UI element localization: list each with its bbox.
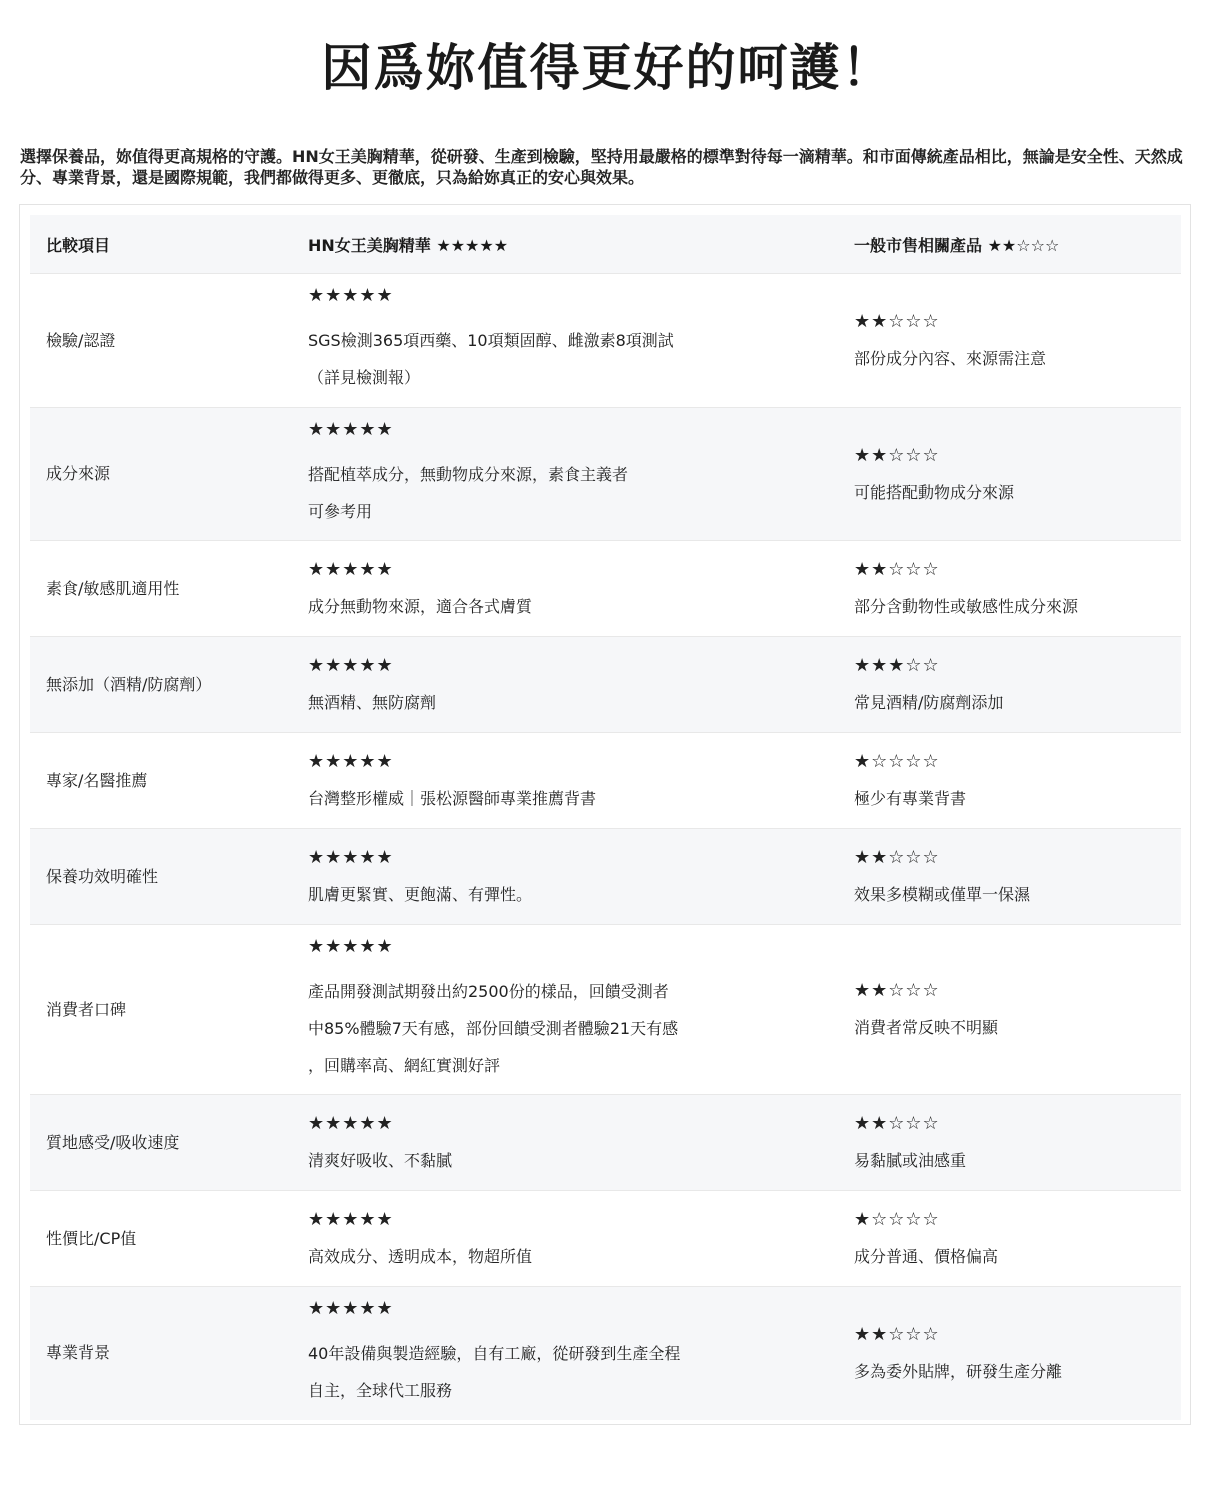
table-body <box>30 274 1181 1420</box>
hn-product-cell <box>292 1191 838 1287</box>
rating-description: 可能搭配動物成分來源 <box>854 482 1015 502</box>
table-row <box>30 829 1181 925</box>
rating-description: 極少有專業背書 <box>854 789 967 808</box>
star-rating: ★★★★★ <box>308 285 394 306</box>
other-product-cell <box>838 637 1181 733</box>
hn-product-cell <box>292 541 838 637</box>
hn-product-cell <box>292 1095 838 1191</box>
hn-product-cell <box>292 1287 838 1420</box>
item-text: 檢驗/認證 <box>46 330 116 350</box>
item-text: 無添加（酒精/防腐劑） <box>46 674 212 694</box>
row-item-label <box>30 274 292 408</box>
star-rating: ★★☆☆☆ <box>854 559 940 580</box>
star-rating: ★☆☆☆☆ <box>854 751 940 772</box>
row-item-label <box>30 1191 292 1287</box>
other-product-cell <box>838 829 1181 925</box>
table-row <box>30 1191 1181 1287</box>
star-rating: ★★☆☆☆ <box>854 980 940 1001</box>
star-rating: ★★★☆☆ <box>854 655 940 676</box>
rating-description: 清爽好吸收、不黏膩 <box>308 1151 453 1170</box>
other-product-cell <box>838 408 1181 541</box>
rating-description: 常見酒精/防腐劑添加 <box>854 693 1004 712</box>
header-hn-product: HN女王美胸精華 ★★★★★ <box>292 215 838 274</box>
row-item-label <box>30 1287 292 1420</box>
item-text: 專業背景 <box>46 1343 111 1363</box>
row-item-label <box>30 637 292 733</box>
row-item-label <box>30 925 292 1095</box>
table-row <box>30 637 1181 733</box>
rating-description: 易黏膩或油感重 <box>854 1151 967 1170</box>
page-title: 因爲妳值得更好的呵護！ <box>321 39 894 97</box>
item-text: 消費者口碑 <box>46 999 127 1019</box>
star-rating: ★★★★★ <box>308 418 394 440</box>
star-rating: ★★★★★ <box>308 655 394 676</box>
row-item-label <box>30 408 292 541</box>
rating-description: 成分無動物來源，適合各式膚質 <box>308 597 533 616</box>
rating-description: 多為委外貼牌，研發生產分離 <box>854 1361 1063 1381</box>
row-item-label <box>30 733 292 829</box>
star-rating: ★★★★★ <box>308 935 394 957</box>
other-product-cell <box>838 274 1181 408</box>
rating-description: 產品開發測試期發出約2500份的樣品，回饋受測者 中85%體驗7天有感，部份回饋受測者體驗21天有感 ，回購率高、網紅實測好評 <box>308 981 679 1075</box>
rating-description: 消費者常反映不明顯 <box>854 1018 999 1037</box>
rating-description: 成分普通、價格偏高 <box>854 1247 999 1266</box>
star-rating: ★★☆☆☆ <box>854 1323 940 1345</box>
table-row <box>30 925 1181 1095</box>
rating-description: SGS檢測365項西藥、10項類固醇、雌激素8項測試 （詳見檢測報） <box>308 331 674 387</box>
hn-product-cell <box>292 408 838 541</box>
item-text: 專家/名醫推薦 <box>46 770 148 790</box>
star-rating: ★★★★★ <box>308 847 394 868</box>
item-text: 保養功效明確性 <box>46 866 159 886</box>
star-rating: ★★☆☆☆ <box>854 847 940 868</box>
rating-description: 台灣整形權威｜張松源醫師專業推薦背書 <box>308 789 597 808</box>
hn-product-cell <box>292 274 838 408</box>
table-row <box>30 733 1181 829</box>
rating-description: 高效成分、透明成本，物超所值 <box>308 1247 533 1266</box>
comparison-table <box>30 215 1181 1420</box>
row-item-label <box>30 1095 292 1191</box>
rating-description: 效果多模糊或僅單一保濕 <box>854 885 1031 904</box>
other-product-cell <box>838 1287 1181 1420</box>
table-row <box>30 274 1181 408</box>
header-other-products: 一般市售相關產品 ★★☆☆☆ <box>838 215 1181 274</box>
intro-paragraph: 選擇保養品，妳值得更高規格的守護。HN女王美胸精華，從研發、生產到檢驗，堅持用最嚴格的標準對待每一滴精華。和市面傳統產品相比，無論是安全性、天然成分、專業背景，還是國際規範，我們都做得更多、更徹底，只為給妳真正的安心與效果。 <box>20 147 1183 187</box>
header-item: 比較項目 <box>30 215 292 274</box>
star-rating: ★★☆☆☆ <box>854 444 940 466</box>
star-rating: ★★★★★ <box>308 1297 394 1319</box>
hn-product-cell <box>292 733 838 829</box>
star-rating: ★★☆☆☆ <box>854 1113 940 1134</box>
rating-description: 40年設備與製造經驗，自有工廠，從研發到生產全程 自主，全球代工服務 <box>308 1343 681 1400</box>
other-product-cell <box>838 1191 1181 1287</box>
other-product-cell <box>838 541 1181 637</box>
table-row <box>30 1287 1181 1420</box>
rating-description: 部分含動物性或敏感性成分來源 <box>854 597 1079 616</box>
hn-product-cell <box>292 637 838 733</box>
table-row <box>30 541 1181 637</box>
item-text: 素食/敏感肌適用性 <box>46 578 180 598</box>
star-rating: ★★★★★ <box>308 559 394 580</box>
other-product-cell <box>838 733 1181 829</box>
star-rating: ★★★★★ <box>308 751 394 772</box>
comparison-table-container <box>19 204 1191 1425</box>
star-rating: ★★★★★ <box>308 1209 394 1230</box>
star-rating: ★★★★★ <box>308 1113 394 1134</box>
rating-description: 搭配植萃成分，無動物成分來源，素食主義者 可參考用 <box>308 464 629 521</box>
hn-product-cell <box>292 925 838 1095</box>
hn-product-cell <box>292 829 838 925</box>
table-row <box>30 408 1181 541</box>
other-product-cell <box>838 925 1181 1095</box>
item-text: 質地感受/吸收速度 <box>46 1132 180 1152</box>
rating-description: 肌膚更緊實、更飽滿、有彈性。 <box>308 885 533 904</box>
star-rating: ★☆☆☆☆ <box>854 1209 940 1230</box>
rating-description: 部份成分內容、來源需注意 <box>854 349 1047 368</box>
item-text: 成分來源 <box>46 464 111 483</box>
table-header-row <box>30 215 1181 274</box>
star-rating: ★★☆☆☆ <box>854 311 940 332</box>
item-text: 性價比/CP值 <box>46 1228 137 1248</box>
table-row <box>30 1095 1181 1191</box>
row-item-label <box>30 829 292 925</box>
other-product-cell <box>838 1095 1181 1191</box>
row-item-label <box>30 541 292 637</box>
rating-description: 無酒精、無防腐劑 <box>308 693 437 712</box>
